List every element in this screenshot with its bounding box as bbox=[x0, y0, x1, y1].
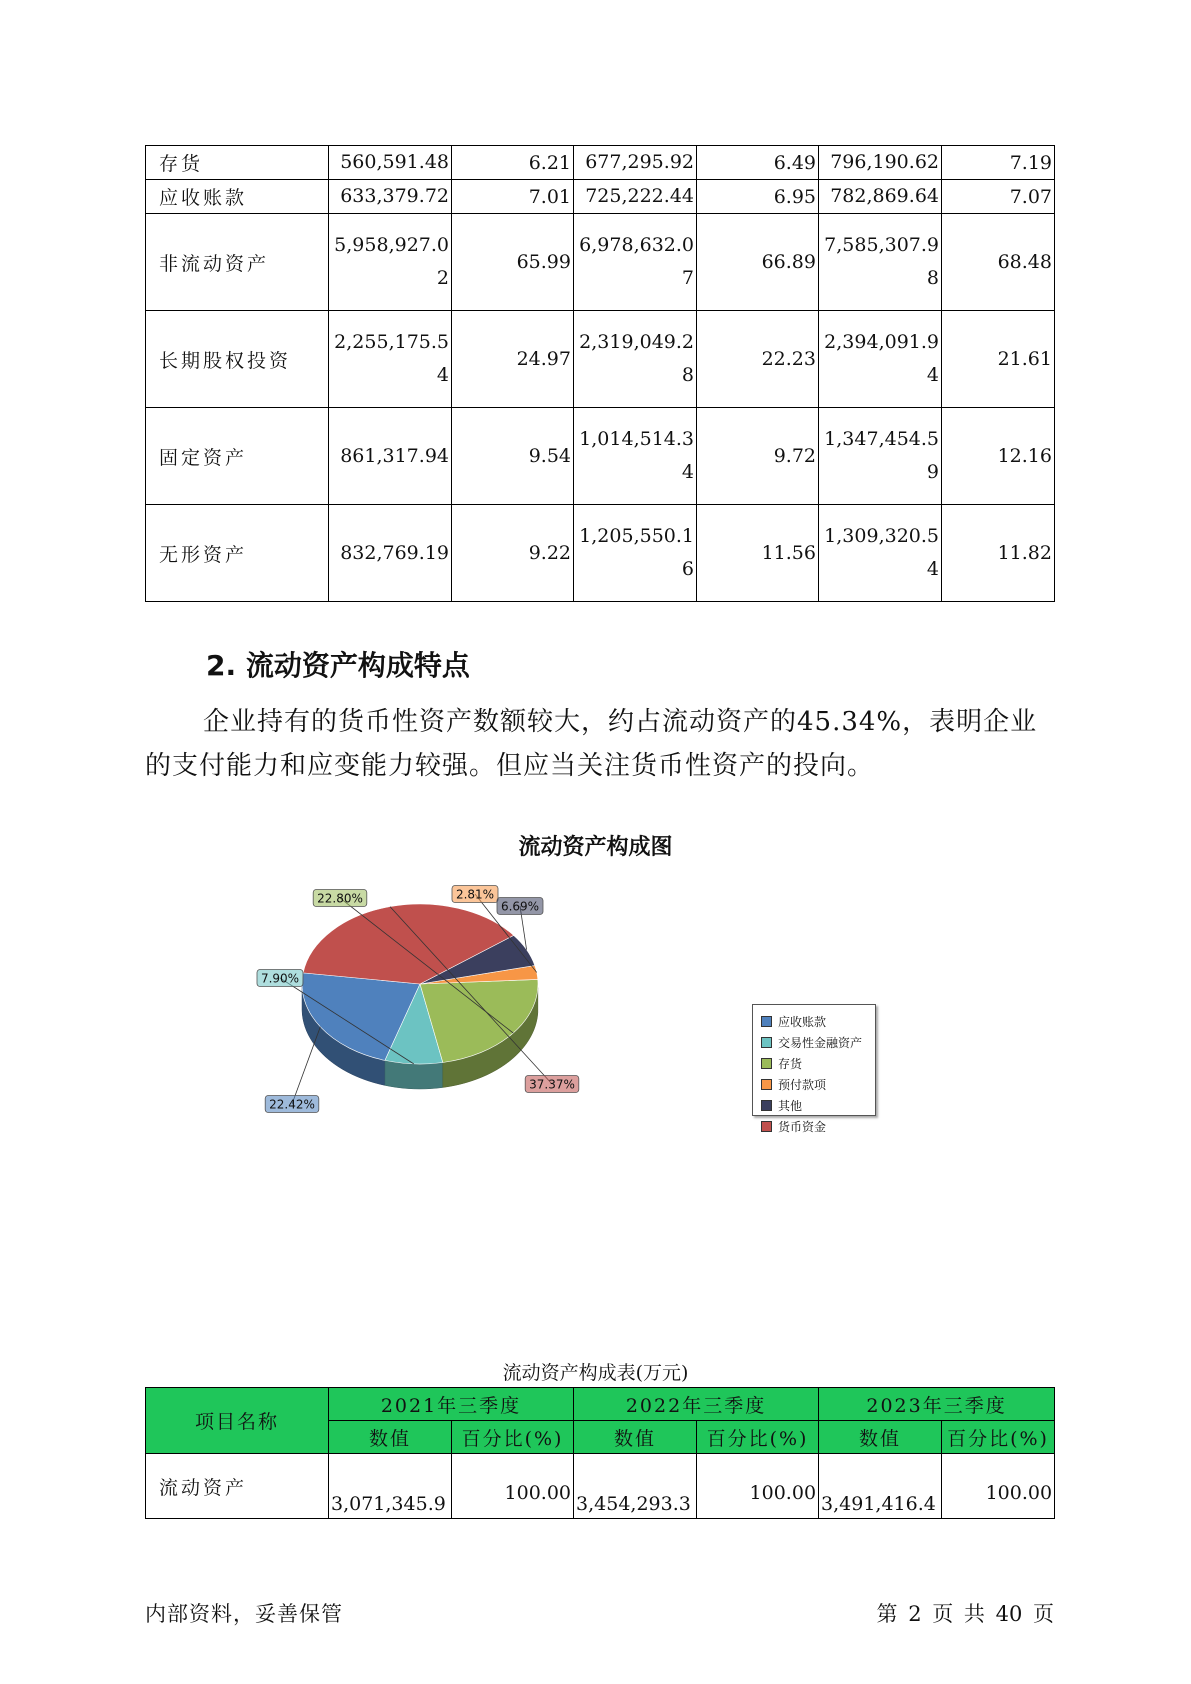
value-cell: 633,379.72 bbox=[329, 180, 452, 214]
value-cell: 832,769.19 bbox=[329, 505, 452, 602]
legend-item bbox=[761, 1053, 875, 1074]
legend-label: 存货 bbox=[778, 1057, 803, 1071]
value-cell: 560,591.48 bbox=[329, 146, 452, 180]
data-label: 22.42% bbox=[269, 1097, 315, 1112]
table-caption: 流动资产构成表(万元) bbox=[502, 1362, 689, 1384]
percent-cell: 11.82 bbox=[942, 505, 1055, 602]
legend-item bbox=[761, 1095, 875, 1116]
current-assets-table bbox=[145, 1387, 1055, 1519]
balance-table bbox=[145, 145, 1055, 602]
percent-cell: 6.95 bbox=[697, 180, 819, 214]
percent-cell: 9.22 bbox=[452, 505, 574, 602]
header-year: 2023年三季度 bbox=[819, 1388, 1055, 1421]
header-row bbox=[146, 1388, 1055, 1421]
table-row bbox=[146, 214, 1055, 311]
legend-item bbox=[761, 1116, 875, 1137]
table-row bbox=[146, 311, 1055, 408]
percent-cell: 24.97 bbox=[452, 311, 574, 408]
value-cell: 1,309,320.54 bbox=[819, 505, 942, 602]
percent-cell: 22.23 bbox=[697, 311, 819, 408]
value-cell: 1,205,550.16 bbox=[574, 505, 697, 602]
header-percent: 百分比(%) bbox=[942, 1421, 1055, 1454]
legend-swatch bbox=[761, 1058, 772, 1069]
row-label: 应收账款 bbox=[146, 180, 329, 214]
value-cell: 796,190.62 bbox=[819, 146, 942, 180]
table-row bbox=[146, 408, 1055, 505]
label-leader-line bbox=[292, 1027, 320, 1104]
legend-label: 应收账款 bbox=[778, 1015, 827, 1029]
value-cell: 7,585,307.98 bbox=[819, 214, 942, 311]
header-percent: 百分比(%) bbox=[452, 1421, 574, 1454]
data-label: 2.81% bbox=[455, 887, 495, 902]
value-cell: 725,222.44 bbox=[574, 180, 697, 214]
legend-label: 预付款项 bbox=[778, 1078, 827, 1092]
data-label: 22.80% bbox=[317, 891, 363, 906]
legend-label: 交易性金融资产 bbox=[778, 1036, 863, 1050]
value-cell: 861,317.94 bbox=[329, 408, 452, 505]
header-year: 2021年三季度 bbox=[329, 1388, 574, 1421]
value-cell: 1,014,514.34 bbox=[574, 408, 697, 505]
row-label: 存货 bbox=[146, 146, 329, 180]
header-value: 数值 bbox=[574, 1421, 697, 1454]
legend-swatch bbox=[761, 1079, 772, 1090]
header-year: 2022年三季度 bbox=[574, 1388, 819, 1421]
percent-cell: 65.99 bbox=[452, 214, 574, 311]
row-label: 流动资产 bbox=[146, 1454, 329, 1519]
value-cell: 3,071,345.9 bbox=[329, 1454, 452, 1519]
section-paragraph: 企业持有的货币性资产数额较大，约占流动资产的45.34%，表明企业的支付能力和应变能力较强。但应当关注货币性资产的投向。 bbox=[145, 707, 1038, 781]
data-label: 6.69% bbox=[500, 899, 540, 914]
value-cell: 2,394,091.94 bbox=[819, 311, 942, 408]
percent-cell: 100.00 bbox=[942, 1454, 1055, 1519]
value-cell: 6,978,632.07 bbox=[574, 214, 697, 311]
table-row bbox=[146, 146, 1055, 180]
pie-slice-side bbox=[385, 1060, 443, 1089]
chart-legend bbox=[752, 1004, 876, 1134]
data-label: 7.90% bbox=[260, 971, 300, 986]
percent-cell: 68.48 bbox=[942, 214, 1055, 311]
value-cell: 782,869.64 bbox=[819, 180, 942, 214]
row-label: 长期股权投资 bbox=[146, 311, 329, 408]
header-value: 数值 bbox=[819, 1421, 942, 1454]
table-row bbox=[146, 180, 1055, 214]
percent-cell: 21.61 bbox=[942, 311, 1055, 408]
legend-item bbox=[761, 1032, 875, 1053]
row-label: 无形资产 bbox=[146, 505, 329, 602]
data-label: 37.37% bbox=[529, 1077, 575, 1092]
table-row bbox=[146, 505, 1055, 602]
footer-page-number: 第 2 页 共 40 页 bbox=[876, 1602, 1054, 1626]
pie-chart bbox=[230, 880, 610, 1120]
header-percent: 百分比(%) bbox=[697, 1421, 819, 1454]
header-item-name: 项目名称 bbox=[146, 1388, 329, 1454]
row-label: 固定资产 bbox=[146, 408, 329, 505]
percent-cell: 6.49 bbox=[697, 146, 819, 180]
percent-cell: 100.00 bbox=[452, 1454, 574, 1519]
row-label: 非流动资产 bbox=[146, 214, 329, 311]
legend-swatch bbox=[761, 1121, 772, 1132]
value-cell: 2,255,175.54 bbox=[329, 311, 452, 408]
percent-cell: 9.54 bbox=[452, 408, 574, 505]
footer-confidential: 内部资料，妥善保管 bbox=[145, 1602, 343, 1626]
legend-item bbox=[761, 1074, 875, 1095]
table-row bbox=[146, 1454, 1055, 1519]
legend-swatch bbox=[761, 1100, 772, 1111]
percent-cell: 100.00 bbox=[697, 1454, 819, 1519]
value-cell: 5,958,927.02 bbox=[329, 214, 452, 311]
value-cell: 2,319,049.28 bbox=[574, 311, 697, 408]
percent-cell: 66.89 bbox=[697, 214, 819, 311]
chart-title: 流动资产构成图 bbox=[518, 834, 673, 860]
value-cell: 1,347,454.59 bbox=[819, 408, 942, 505]
header-value: 数值 bbox=[329, 1421, 452, 1454]
percent-cell: 9.72 bbox=[697, 408, 819, 505]
percent-cell: 11.56 bbox=[697, 505, 819, 602]
percent-cell: 7.07 bbox=[942, 180, 1055, 214]
section-heading: 2. 流动资产构成特点 bbox=[206, 649, 470, 682]
percent-cell: 7.19 bbox=[942, 146, 1055, 180]
value-cell: 677,295.92 bbox=[574, 146, 697, 180]
value-cell: 3,454,293.3 bbox=[574, 1454, 697, 1519]
percent-cell: 6.21 bbox=[452, 146, 574, 180]
percent-cell: 7.01 bbox=[452, 180, 574, 214]
value-cell: 3,491,416.4 bbox=[819, 1454, 942, 1519]
percent-cell: 12.16 bbox=[942, 408, 1055, 505]
legend-swatch bbox=[761, 1037, 772, 1048]
legend-label: 其他 bbox=[778, 1099, 803, 1113]
legend-swatch bbox=[761, 1016, 772, 1027]
legend-label: 货币资金 bbox=[778, 1120, 827, 1134]
legend-item bbox=[761, 1011, 875, 1032]
